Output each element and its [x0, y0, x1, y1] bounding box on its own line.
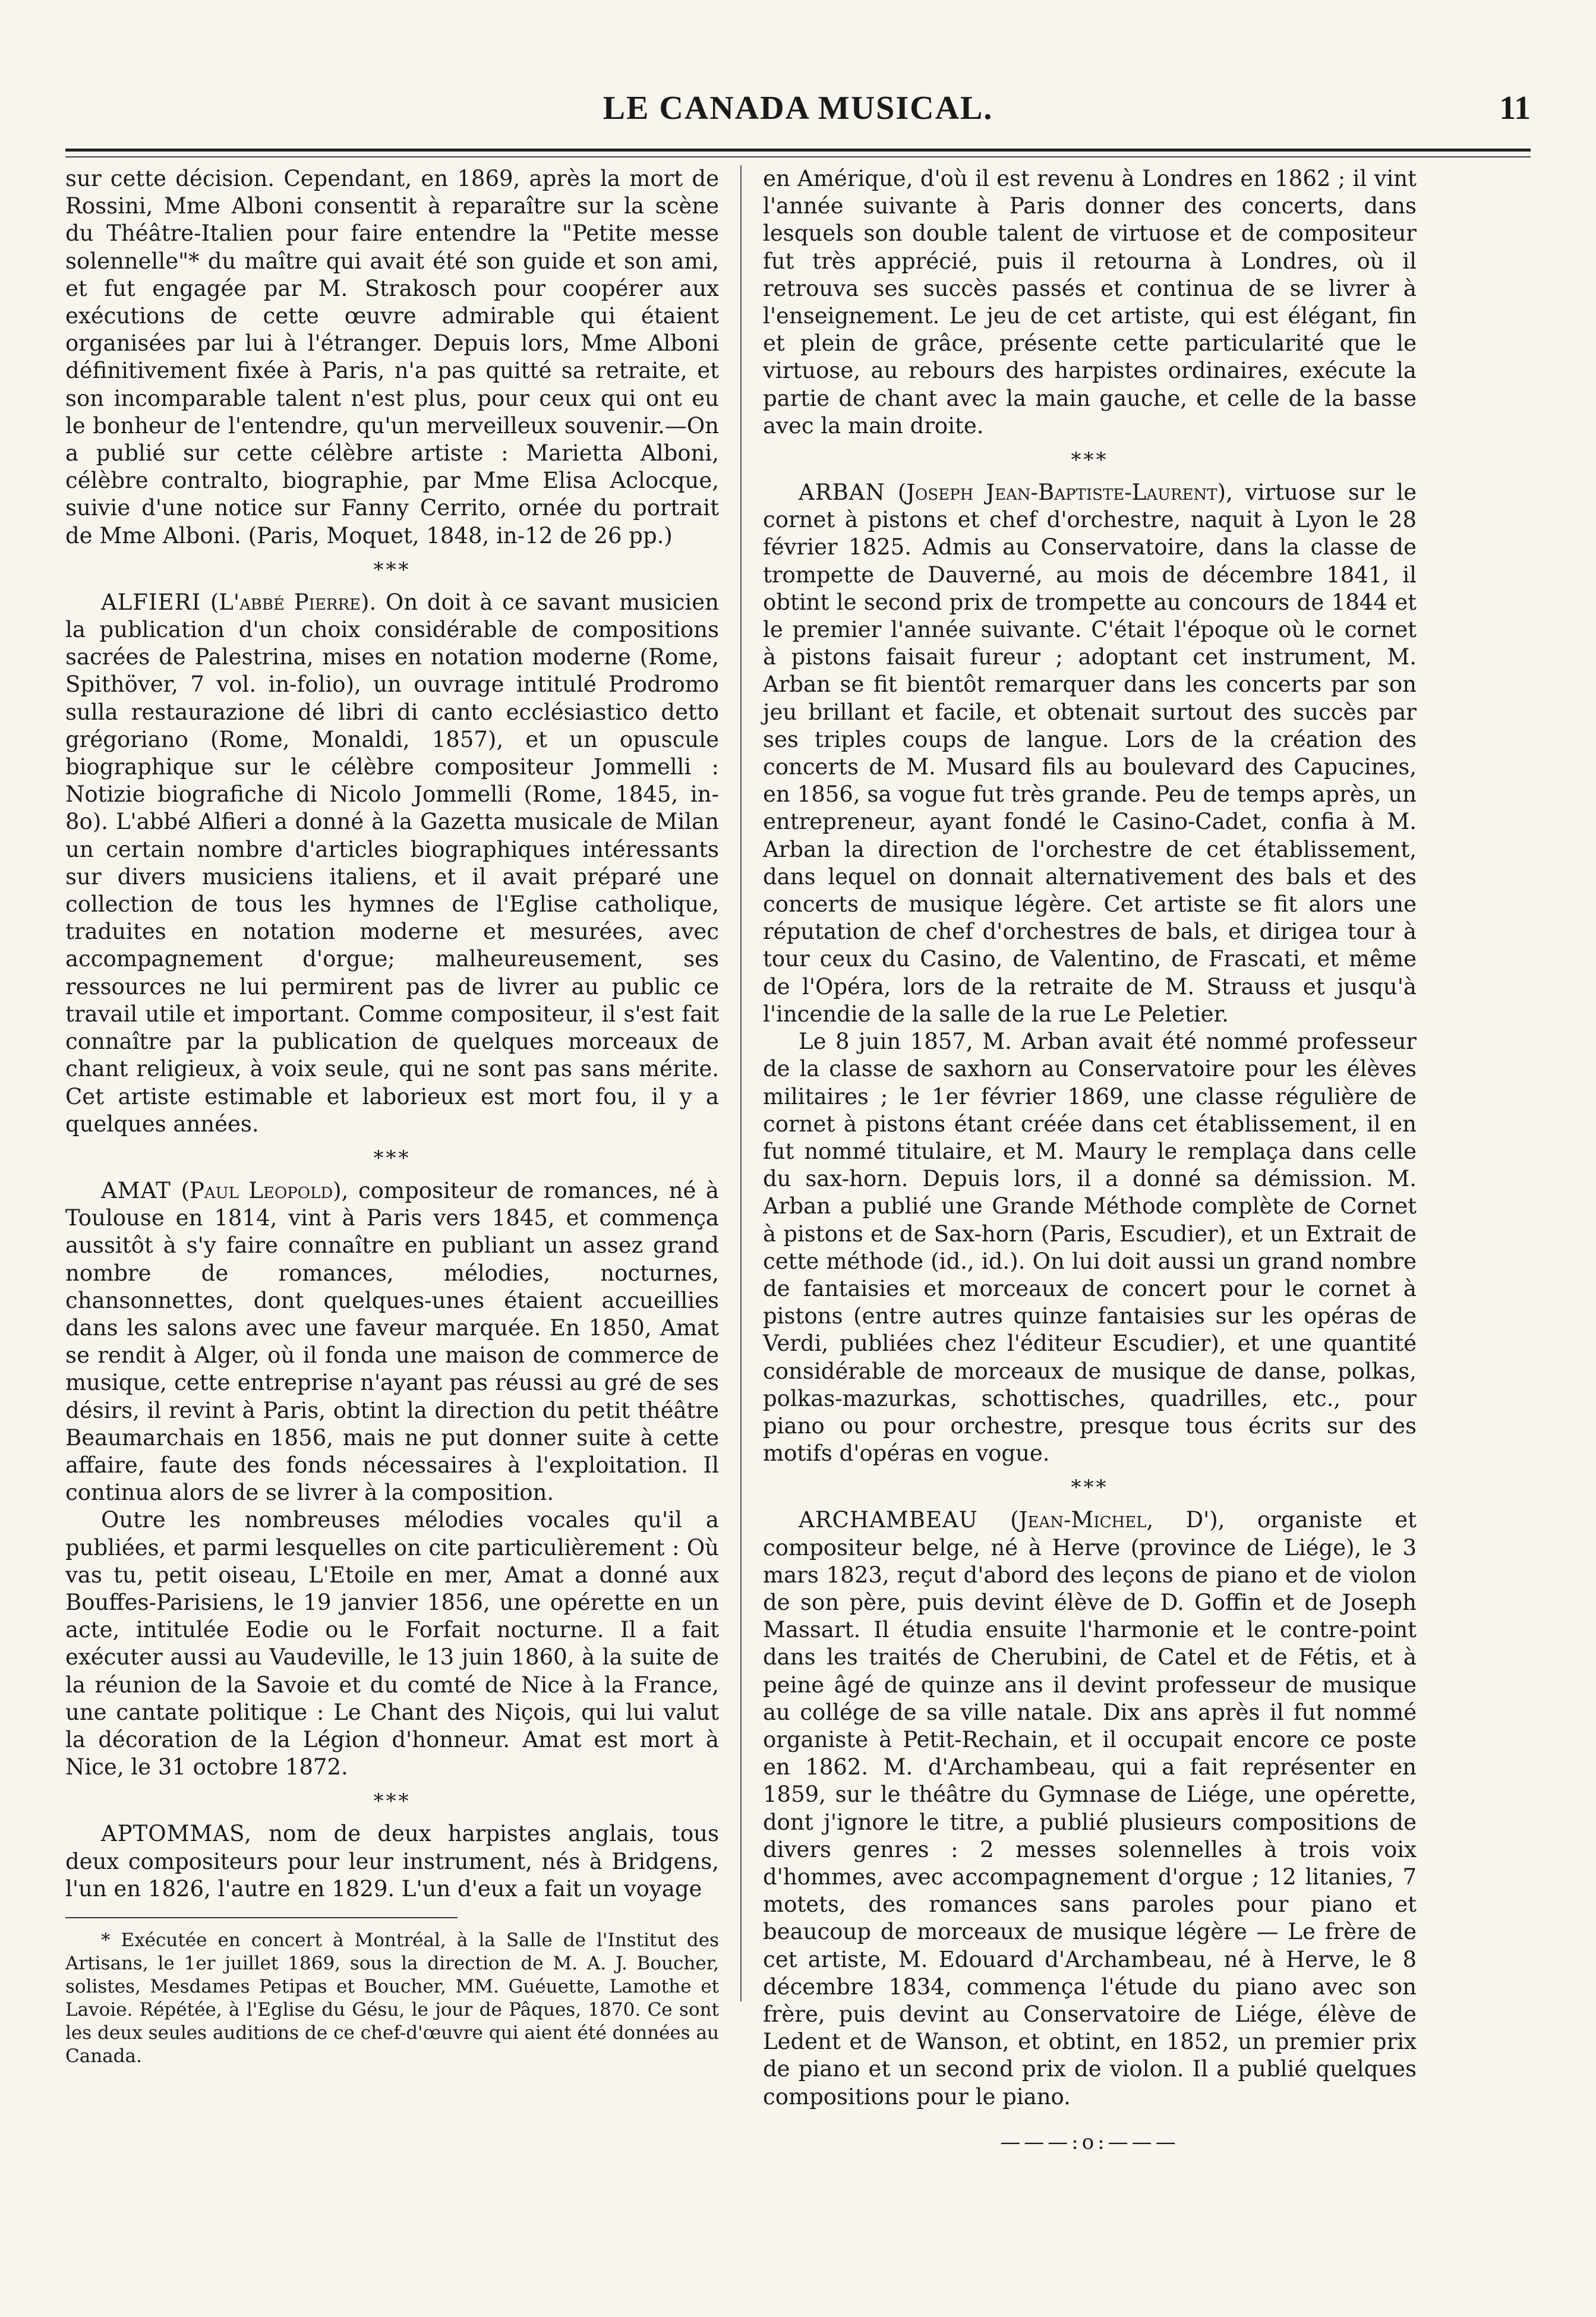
running-title: LE CANADA MUSICAL.	[603, 90, 993, 127]
entry-arban	[763, 479, 1417, 1028]
column-divider	[740, 165, 742, 2001]
section-separator: ***	[1071, 448, 1109, 472]
entry-name: ALFIERI	[101, 589, 201, 615]
entry-given-name: (L'abbé Pierre).	[210, 589, 377, 615]
entry-name: AMAT	[101, 1177, 171, 1203]
entry-given-name: (Joseph Jean-Baptiste-Laurent),	[897, 480, 1233, 506]
left-column	[65, 165, 719, 2067]
entry-text: compositeur de romances, né à Toulouse en 1814, vint à Paris vers 1845, et commença aussitôt à s'y faire connaître en publiant un assez grand nombre de romances, mélodies, nocturnes, chansonnettes, dont quelques-unes étaient accueillies dans les salons avec une faveur marquée. En 1850, Amat se rendit à Alger, où il fonda une maison de commerce de musique, cette entreprise n'ayant pas réussi au gré de ses désirs, il revint à Paris, obtint la direction du petit théâtre Beaumarchais en 1856, mais ne put donner suite à cette affaire, faute des fonds nécessaires à l'exploitation. Il continua alors de se livrer à la composition.	[65, 1177, 719, 1506]
entry-text: nom de deux harpistes anglais, tous deux compositeurs pour leur instrument, nés à Bridgens, l'un en 1826, l'autre en 1829. L'un d'eux a fait un voyage	[65, 1821, 720, 1902]
end-ornament: ———:o:———	[1000, 2130, 1179, 2154]
entry-given-name: (Jean-Michel, D'),	[1010, 1507, 1225, 1533]
entry-amat	[65, 1177, 719, 1506]
section-separator: ***	[373, 557, 411, 582]
entry-archambeau	[763, 1506, 1417, 2110]
entry-name: ARBAN	[799, 480, 885, 506]
entry-text: organiste et compositeur belge, né à Herve (province de Liége), le 3 mars 1823, reçut d'abord des leçons de piano et de violon de son père, puis devint élève de D. Goffin et de Joseph Massart. Il étudia ensuite l'harmonie et le contre-point dans les traités de Cherubini, de Catel et de Fétis, et à peine âgé de quinze ans il devint professeur de musique au collége de sa ville natale. Dix ans après il fut nommé organiste à Petit-Rechain, et il occupait encore ce poste en 1862. M. d'Archambeau, qui a fait représenter en 1859, sur le théâtre du Gymnase de Liége, une opérette, dont j'ignore le titre, a publié plusieurs compositions de divers genres : 2 messes solennelles à trois voix d'hommes, avec accompagnement d'orgue ; 12 litanies, 7 motets, des romances sans paroles pour piano et beaucoup de morceaux de musique légère — Le frère de cet artiste, M. Edouard d'Archambeau, né à Herve, le 8 décembre 1834, commença l'étude du piano avec son frère, puis devint au Conservatoire de Liége, élève de Ledent et de Wanson, et obtint, en 1852, un premier prix de piano et un second prix de violon. Il a publié quelques compositions pour le piano.	[763, 1507, 1417, 2110]
entry-amat-paragraph-2: Outre les nombreuses mélodies vocales qu'il a publiées, et parmi lesquelles on cite particulièrement : Où vas tu, petit oiseau, L'Etoile en mer, Amat a donné aux Bouffes-Parisiens, le 19 janvier 1856, une opérette en un acte, intitulée Eodie ou le Forfait nocturne. Il a fait exécuter aussi au Vaudeville, le 13 juin 1860, à la suite de la réunion de la Savoie et du comté de Nice à la France, une cantate politique : Le Chant des Niçois, qui lui valut la décoration de la Légion d'honneur. Amat est mort à Nice, le 31 octobre 1872.	[65, 1507, 719, 1780]
header-rule	[65, 149, 1531, 157]
right-column	[763, 165, 1417, 2154]
footnote: * Exécutée en concert à Montréal, à la Salle de l'Institut des Artisans, le 1er juillet 1869, sous la direction de M. A. J. Boucher, solistes, Mesdames Petipas et Boucher, MM. Guéuette, Lamothe et Lavoie. Répétée, à l'Eglise du Gésu, le jour de Pâques, 1870. Ce sont les deux seules auditions de ce chef-d'œuvre qui aient été données au Canada.	[65, 1929, 719, 2067]
entry-arban-paragraph-2: Le 8 juin 1857, M. Arban avait été nommé professeur de la classe de saxhorn au Conservatoire pour les élèves militaires ; le 1er février 1869, une classe régulière de cornet à pistons étant créée dans cet établissement, il en fut nommé titulaire, et M. Maury le remplaça dans celle du sax-horn. Depuis lors, il a donné sa démission. M. Arban a publié une Grande Méthode complète de Cornet à pistons et de Sax-horn (Paris, Escudier), et un Extrait de cette méthode (id., id.). On lui doit aussi un grand nombre de fantaisies et morceaux de concert pour le cornet à pistons (entre autres quinze fantaisies sur les opéras de Verdi, publiées chez l'éditeur Escudier), et une quantité considérable de morceaux de musique de danse, polkas, polkas-mazurkas, schottisches, quadrilles, etc., pour piano ou pour orchestre, presque tous écrits sur des motifs d'opéras en vogue.	[763, 1029, 1417, 1467]
entry-aptommas	[65, 1820, 719, 1903]
page-number: 11	[1499, 90, 1531, 127]
footnote-rule	[65, 1917, 458, 1918]
entry-text: On doit à ce savant musicien la publication d'un choix considérable de compositions sacrées de Palestrina, mises en notation moderne (Rome, Spithöver, 7 vol. in-folio), un ouvrage intitulé Prodromo sulla restaurazione dé libri di canto ecclésiastico detto grégoriano (Rome, Monaldi, 1857), et un opuscule biographique sur le célèbre compositeur Jommelli : Notizie biografiche di Nicolo Jommelli (Rome, 1845, in-8o). L'abbé Alfieri a donné à la Gazetta musicale de Milan un certain nombre d'articles biographiques intéressants sur divers musiciens italiens, et il avait préparé une collection de tous les hymnes de l'Eglise catholique, traduites en notation moderne et mesurées, avec accompagnement d'orgue; malheureusement, ses ressources ne lui permirent pas de livrer au public ce travail utile et important. Comme compositeur, il s'est fait connaître par la publication de quelques morceaux de chant religieux, à voix seule, qui ne sont pas sans mérite. Cet artiste estimable et laborieux est mort fou, il y a quelques années.	[65, 589, 719, 1137]
entry-given-name: (Paul Leopold),	[181, 1177, 349, 1203]
section-separator: ***	[1071, 1476, 1109, 1500]
entry-name: ARCHAMBEAU	[799, 1507, 978, 1533]
section-separator: ***	[373, 1789, 411, 1814]
alboni-continuation: sur cette décision. Cependant, en 1869, après la mort de Rossini, Mme Alboni consentit à reparaître sur la scène du Théâtre-Italien pour faire entendre la "Petite messe solennelle"* du maître qui avait été son guide et son ami, et fut engagée par M. Strakosch pour coopérer aux exécutions de cette œuvre admirable qui étaient organisées par lui à l'étranger. Depuis lors, Mme Alboni définitivement fixée à Paris, n'a pas quitté sa retraite, et son incomparable talent n'est plus, pour ceux qui ont eu le bonheur de l'entendre, qu'un merveilleux souvenir.—On a publié sur cette célèbre artiste : Marietta Alboni, célèbre contralto, biographie, par Mme Elisa Aclocque, suivie d'une notice sur Fanny Cerrito, ornée du portrait de Mme Alboni. (Paris, Moquet, 1848, in-12 de 26 pp.)	[65, 166, 719, 548]
entry-alfieri	[65, 589, 719, 1138]
section-separator: ***	[373, 1146, 411, 1170]
page-header	[65, 89, 1531, 143]
entry-name: APTOMMAS,	[101, 1821, 252, 1847]
aptommas-continuation: en Amérique, d'où il est revenu à Londres en 1862 ; il vint l'année suivante à Paris donner des concerts, dans lesquels son double talent de virtuose et de compositeur fut très apprécié, puis il retourna à Londres, où il retrouva ses succès passés et continua de se livrer à l'enseignement. Le jeu de cet artiste, qui est élégant, fin et plein de grâce, présente cette particularité que le virtuose, au rebours des harpistes ordinaires, exécute la partie de chant avec la main gauche, et celle de la basse avec la main droite.	[763, 166, 1417, 439]
entry-text: virtuose sur le cornet à pistons et chef d'orchestre, naquit à Lyon le 28 février 1825. Admis au Conservatoire, dans la classe de trompette de Dauverné, au mois de décembre 1841, il obtint le second prix de trompette au concours de 1844 et le premier l'année suivante. C'était l'époque où le cornet à pistons faisait fureur ; adoptant cet instrument, M. Arban se fit bientôt remarquer dans les concerts par son jeu brillant et facile, et obtenait surtout des succès par ses triples coups de langue. Lors de la création des concerts de M. Musard fils au boulevard des Capucines, en 1856, sa vogue fut très grande. Peu de temps après, un entrepreneur, ayant fondé le Casino-Cadet, confia à M. Arban la direction de l'orchestre de cet établissement, dans lequel on donnait alternativement des bals et des concerts de musique légère. Cet artiste se fit alors une réputation de chef d'orchestres de bals, et dirigea tour à tour ceux du Casino, de Valentino, de Frascati, et même de l'Opéra, lors de la retraite de M. Strauss et jusqu'à l'incendie de la salle de la rue Le Peletier.	[763, 480, 1417, 1027]
